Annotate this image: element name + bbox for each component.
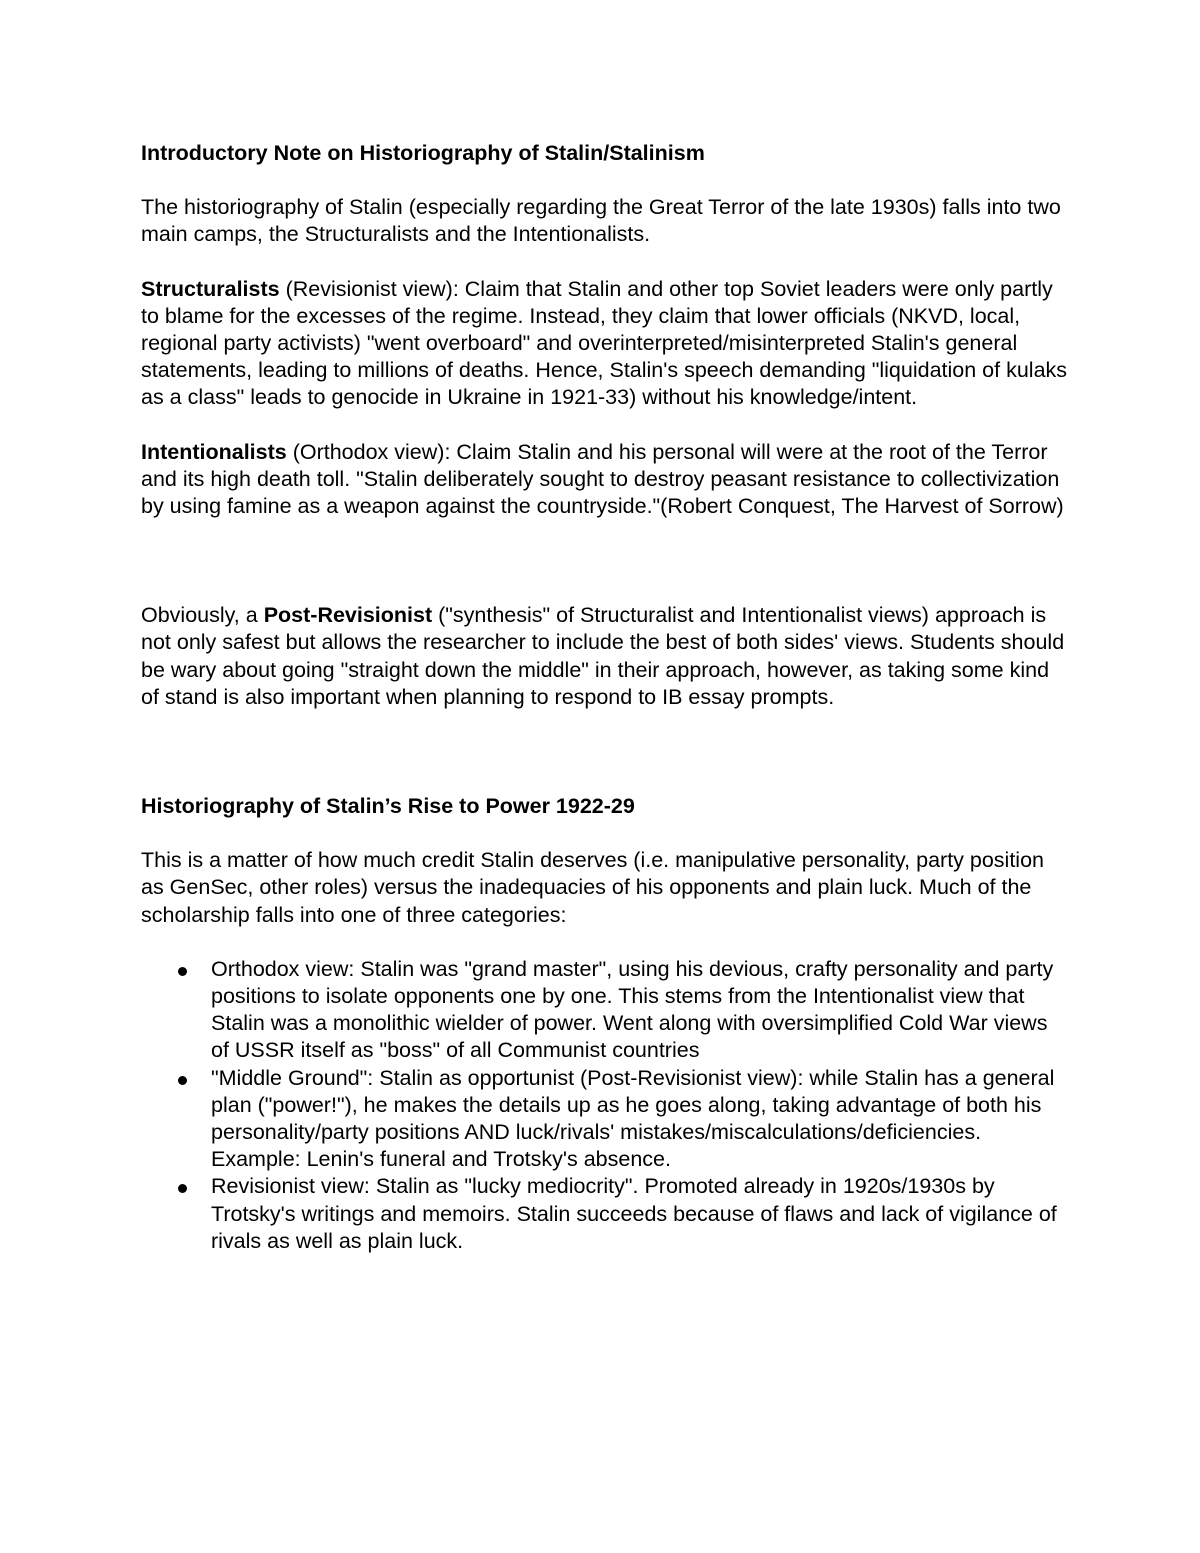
post-revisionist-term: Post-Revisionist <box>263 603 433 628</box>
list-item <box>211 1065 1071 1174</box>
post-revisionist-after: ("synthesis" of Structuralist and Intentionalist views) approach is not only safest but allows the researcher to include the best of both sides' views. Students should be wary about going "straight down the middle" in their approach, however, as taking some kind of stand is also important when planning to respond to IB essay prompts. <box>141 603 1065 709</box>
intro-paragraph: The historiography of Stalin (especially regarding the Great Terror of the late 1930s) falls into two main camps, the Structuralists and the Intentionalists. <box>141 195 1061 247</box>
post-revisionist-before: Obviously, a <box>141 603 264 628</box>
structuralists-paragraph <box>141 276 1071 412</box>
views-list <box>141 956 1071 1255</box>
bullet-icon <box>178 1076 187 1085</box>
document-page <box>141 140 1071 1255</box>
intentionalists-text: (Orthodox view): Claim Stalin and his personal will were at the root of the Terror and its high death toll. "Stalin deliberately sought to destroy peasant resistance to collectivization by using famine as a weapon against the countryside."(Robert Conquest, The Harvest of Sorrow) <box>141 439 1064 519</box>
list-item-text: "Middle Ground": Stalin as opportunist (Post-Revisionist view): while Stalin has a general plan ("power!"), he makes the details up as he goes along, taking advantage of both his personality/party positions AND luck/rivals' mistakes/miscalculations/deficiencies. Example: Lenin's funeral and Trotsky's absence. <box>211 1065 1055 1172</box>
intentionalists-term: Intentionalists <box>141 439 287 464</box>
bullet-icon <box>178 1184 187 1193</box>
structuralists-text: (Revisionist view): Claim that Stalin and other top Soviet leaders were only partly to blame for the excesses of the regime. Instead, they claim that lower officials (NKVD, local, regional party activists) "went overboard" and overinterpreted/misinterpreted Stalin's general statements, leading to millions of deaths. Hence, Stalin's speech demanding "liquidation of kulaks as a class" leads to genocide in Ukraine in 1921-33) without his knowledge/intent. <box>141 276 1068 410</box>
section-title-historiography: Introductory Note on Historiography of Stalin/Stalinism <box>141 141 705 165</box>
structuralists-term: Structuralists <box>141 276 280 301</box>
list-item-text: Revisionist view: Stalin as "lucky mediocrity". Promoted already in 1920s/1930s by Trotsky's writings and memoirs. Stalin succeeds because of flaws and lack of vigilance of rivals as well as plain luck. <box>211 1174 1057 1253</box>
list-item <box>211 956 1071 1065</box>
intentionalists-paragraph <box>141 439 1071 521</box>
list-item-text: Orthodox view: Stalin was "grand master", using his devious, crafty personality and party positions to isolate opponents one by one. This stems from the Intentionalist view that Stalin was a monolithic wielder of power. Went along with oversimplified Cold War views of USSR itself as "boss" of all Communist countries <box>211 956 1054 1063</box>
post-revisionist-paragraph <box>141 602 1071 711</box>
rise-intro-paragraph: This is a matter of how much credit Stalin deserves (i.e. manipulative personality, party position as GenSec, other roles) versus the inadequacies of his opponents and plain luck. Much of the scholarship falls into one of three categories: <box>141 848 1044 927</box>
list-item <box>211 1173 1071 1255</box>
section-title-rise-to-power: Historiography of Stalin’s Rise to Power 1922-29 <box>141 794 635 819</box>
bullet-icon <box>178 967 187 976</box>
